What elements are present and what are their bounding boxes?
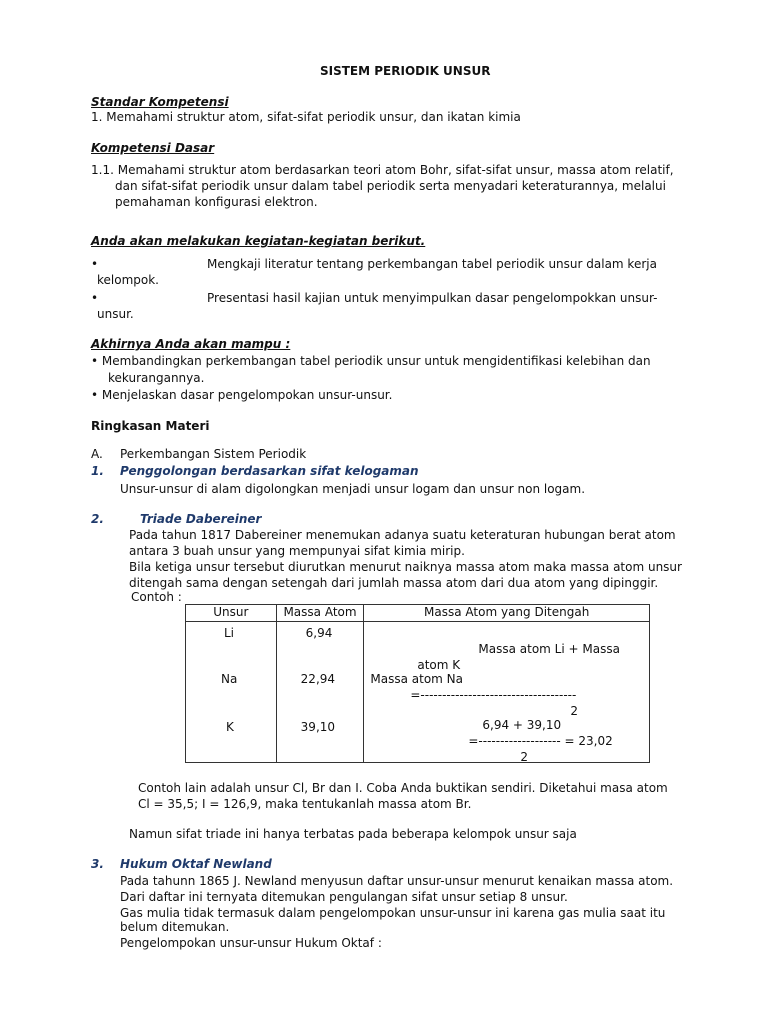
kegiatan-bullet-2: • (91, 291, 99, 305)
ringkasan-materi-heading: Ringkasan Materi (91, 419, 210, 433)
section-1-heading: Penggolongan berdasarkan sifat kelogaman (120, 464, 419, 478)
calc-line-3: Massa atom Na (370, 672, 463, 686)
section-2-para-2: Bila ketiga unsur tersebut diurutkan menurut naiknya massa atom maka massa atom unsur (129, 560, 682, 574)
calc-line-1: Massa atom Li + Massa (478, 642, 620, 656)
calc-line-4: =------------------------------------ (410, 688, 577, 702)
section-3-line-1: Pada tahunn 1865 J. Newland menyusun daftar unsur-unsur menurut kenaikan massa atom. (120, 874, 674, 888)
section-2-number: 2. (91, 512, 104, 526)
calc-line-6: 6,94 + 39,10 (482, 718, 562, 732)
section-3-heading: Hukum Oktaf Newland (120, 857, 272, 871)
contoh-lain-line-2: Cl = 35,5; I = 126,9, maka tentukanlah massa atom Br. (138, 797, 472, 811)
kegiatan-item-2: Presentasi hasil kajian untuk menyimpulkan dasar pengelompokkan unsur- (207, 291, 658, 305)
section-2-para-1: Pada tahun 1817 Dabereiner menemukan adanya suatu keteraturan hubungan berat atom (129, 528, 676, 542)
mampu-item-2: • Menjelaskan dasar pengelompokan unsur-unsur. (91, 388, 393, 402)
kegiatan-bullet-1: • (91, 257, 99, 271)
calculation-column (364, 622, 650, 763)
namun-text: Namun sifat triade ini hanya terbatas pada beberapa kelompok unsur saja (129, 827, 577, 841)
section-1-number: 1. (91, 464, 104, 478)
kegiatan-item-2-cont: unsur. (97, 307, 134, 321)
calc-line-7: =------------------- = 23,02 (468, 734, 613, 748)
triade-table (185, 604, 650, 763)
kompetensi-dasar-line-1: 1.1. Memahami struktur atom berdasarkan teori atom Bohr, sifat-sifat unsur, massa atom relatif, (91, 163, 674, 177)
kegiatan-item-1: Mengkaji literatur tentang perkembangan tabel periodik unsur dalam kerja (207, 257, 657, 271)
unsur-na: Na (221, 672, 238, 686)
calc-line-5: 2 (570, 704, 579, 718)
table-header-unsur: Unsur (186, 605, 277, 622)
kompetensi-dasar-line-3: pemahaman konfigurasi elektron. (115, 195, 318, 209)
calc-line-2: atom K (417, 658, 461, 672)
section-a-number: A. (91, 447, 103, 461)
unsur-column (186, 622, 277, 763)
section-2-para-2-cont: ditengah sama dengan setengah dari jumlah massa atom dari dua atom yang dipinggir. (129, 576, 659, 590)
table-header-row (186, 605, 650, 622)
table-header-massa-ditengah: Massa Atom yang Ditengah (364, 605, 650, 622)
section-2-heading: Triade Dabereiner (140, 512, 262, 526)
massa-na: 22,94 (300, 672, 336, 686)
section-3-line-5: Pengelompokan unsur-unsur Hukum Oktaf : (120, 936, 382, 950)
section-3-line-2: Dari daftar ini ternyata ditemukan pengulangan sifat unsur setiap 8 unsur. (120, 890, 568, 904)
table-row (186, 622, 650, 763)
standar-kompetensi-item: 1. Memahami struktur atom, sifat-sifat periodik unsur, dan ikatan kimia (91, 110, 521, 124)
mampu-item-1: • Membandingkan perkembangan tabel periodik unsur untuk mengidentifikasi kelebihan dan (91, 354, 651, 368)
table-header-massa-atom: Massa Atom (276, 605, 364, 622)
page-title: SISTEM PERIODIK UNSUR (320, 64, 491, 78)
mampu-heading: Akhirnya Anda akan mampu : (91, 337, 291, 351)
unsur-k: K (226, 720, 234, 734)
unsur-li: Li (224, 626, 235, 640)
contoh-lain-line-1: Contoh lain adalah unsur Cl, Br dan I. Coba Anda buktikan sendiri. Diketahui masa atom (138, 781, 668, 795)
section-a-title: Perkembangan Sistem Periodik (120, 447, 307, 461)
section-3-line-4: belum ditemukan. (120, 920, 230, 934)
kegiatan-heading: Anda akan melakukan kegiatan-kegiatan berikut. (91, 234, 426, 248)
standar-kompetensi-heading: Standar Kompetensi (91, 95, 229, 109)
massa-li: 6,94 (305, 626, 333, 640)
section-2-para-1-cont: antara 3 buah unsur yang mempunyai sifat kimia mirip. (129, 544, 465, 558)
mampu-item-1-cont: kekurangannya. (108, 371, 205, 385)
section-3-number: 3. (91, 857, 104, 871)
contoh-label: Contoh : (131, 590, 182, 604)
kompetensi-dasar-line-2: dan sifat-sifat periodik unsur dalam tabel periodik serta menyadari keteraturannya, melalui (115, 179, 666, 193)
kompetensi-dasar-heading: Kompetensi Dasar (91, 141, 215, 155)
section-1-text: Unsur-unsur di alam digolongkan menjadi unsur logam dan unsur non logam. (120, 482, 586, 496)
kegiatan-item-1-cont: kelompok. (97, 273, 159, 287)
calc-line-8: 2 (520, 750, 529, 764)
massa-column (276, 622, 364, 763)
massa-k: 39,10 (300, 720, 336, 734)
section-3-line-3: Gas mulia tidak termasuk dalam pengelompokan unsur-unsur ini karena gas mulia saat itu (120, 906, 666, 920)
